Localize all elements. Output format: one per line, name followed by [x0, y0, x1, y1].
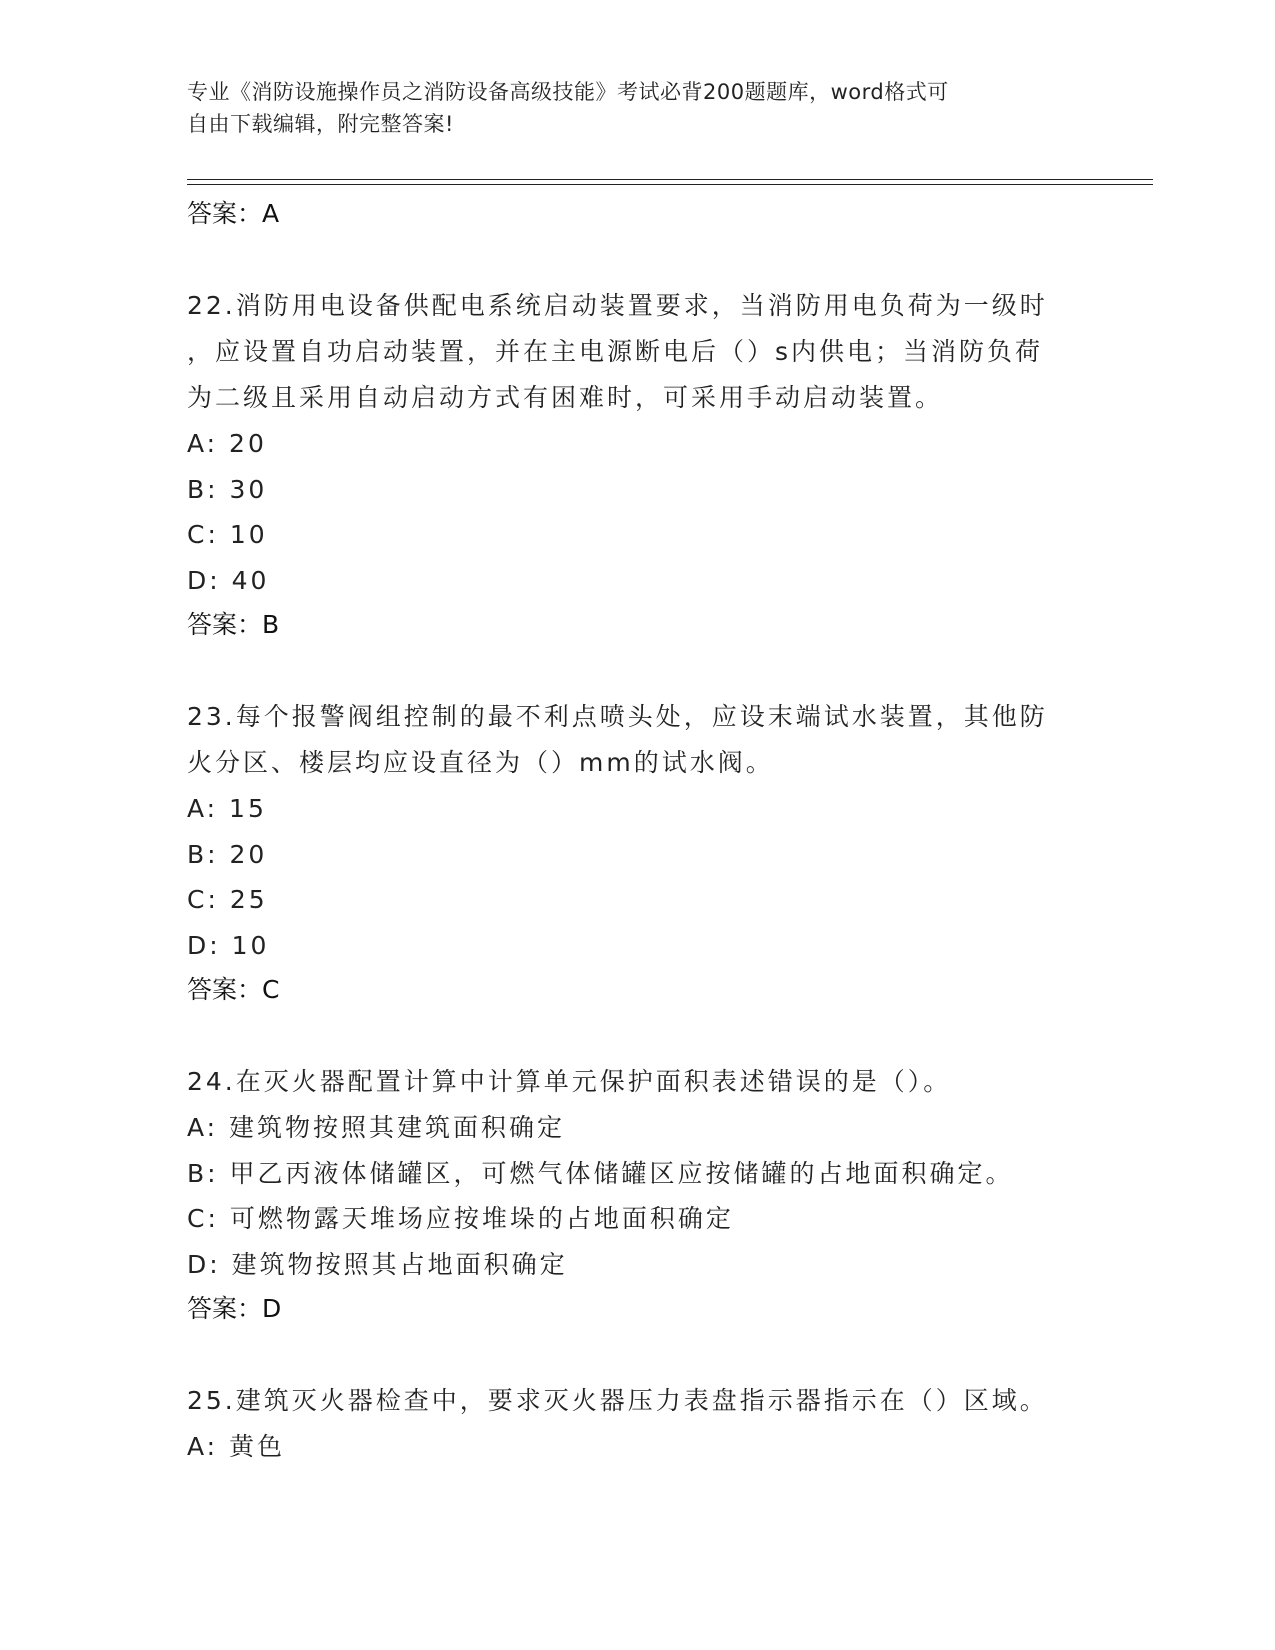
option-c: C: 可燃物露天堆场应按堆垛的占地面积确定: [187, 1204, 734, 1233]
option-d: D: 40: [187, 565, 270, 595]
question-24: [187, 1059, 1087, 1105]
option-b: B: 30: [187, 474, 268, 504]
option-a: A: 15: [187, 794, 267, 823]
option-b: B: 甲乙丙液体储罐区，可燃气体储罐区应按储罐的占地面积确定。: [187, 1158, 1014, 1188]
question-list: [187, 192, 1087, 1470]
question-25: [187, 1378, 1087, 1424]
document-header: [187, 76, 1087, 140]
header-divider-bottom: [187, 184, 1153, 185]
question-text-line: 22.消防用电设备供配电系统启动装置要求，当消防用电负荷为一级时: [187, 291, 1048, 320]
header-line-1: 专业《消防设施操作员之消防设备高级技能》考试必背200题题库，word格式可: [187, 80, 949, 104]
header-line-2: 自由下载编辑，附完整答案!: [187, 112, 454, 136]
answer-line: 答案：A: [187, 199, 280, 228]
question-text-line: 火分区、楼层均应设直径为（）mm的试水阀。: [187, 748, 774, 777]
answer-line: 答案：C: [187, 975, 280, 1004]
question-text-line: ，应设置自功启动装置，并在主电源断电后（）s内供电；当消防负荷: [187, 337, 1044, 366]
question-22: [187, 283, 1087, 421]
header-divider-top: [187, 179, 1153, 180]
option-d: D: 建筑物按照其占地面积确定: [187, 1249, 568, 1279]
option-a: A: 黄色: [187, 1432, 286, 1461]
answer-line: 答案：D: [187, 1294, 282, 1323]
question-text-line: 25.建筑灭火器检查中，要求灭火器压力表盘指示器指示在（）区域。: [187, 1386, 1048, 1415]
option-b: B: 20: [187, 839, 268, 869]
question-text-line: 24.在灭火器配置计算中计算单元保护面积表述错误的是（）。: [187, 1067, 952, 1096]
answer-line: 答案：B: [187, 610, 280, 639]
question-text-line: 23.每个报警阀组控制的最不利点喷头处，应设末端试水装置，其他防: [187, 702, 1048, 731]
option-a: A: 20: [187, 429, 267, 458]
question-text-line: 为二级且采用自动启动方式有困难时，可采用手动启动装置。: [187, 383, 944, 412]
option-c: C: 25: [187, 885, 268, 914]
question-23: [187, 694, 1087, 786]
option-c: C: 10: [187, 520, 268, 549]
option-a: A: 建筑物按照其建筑面积确定: [187, 1113, 566, 1142]
option-d: D: 10: [187, 930, 270, 960]
